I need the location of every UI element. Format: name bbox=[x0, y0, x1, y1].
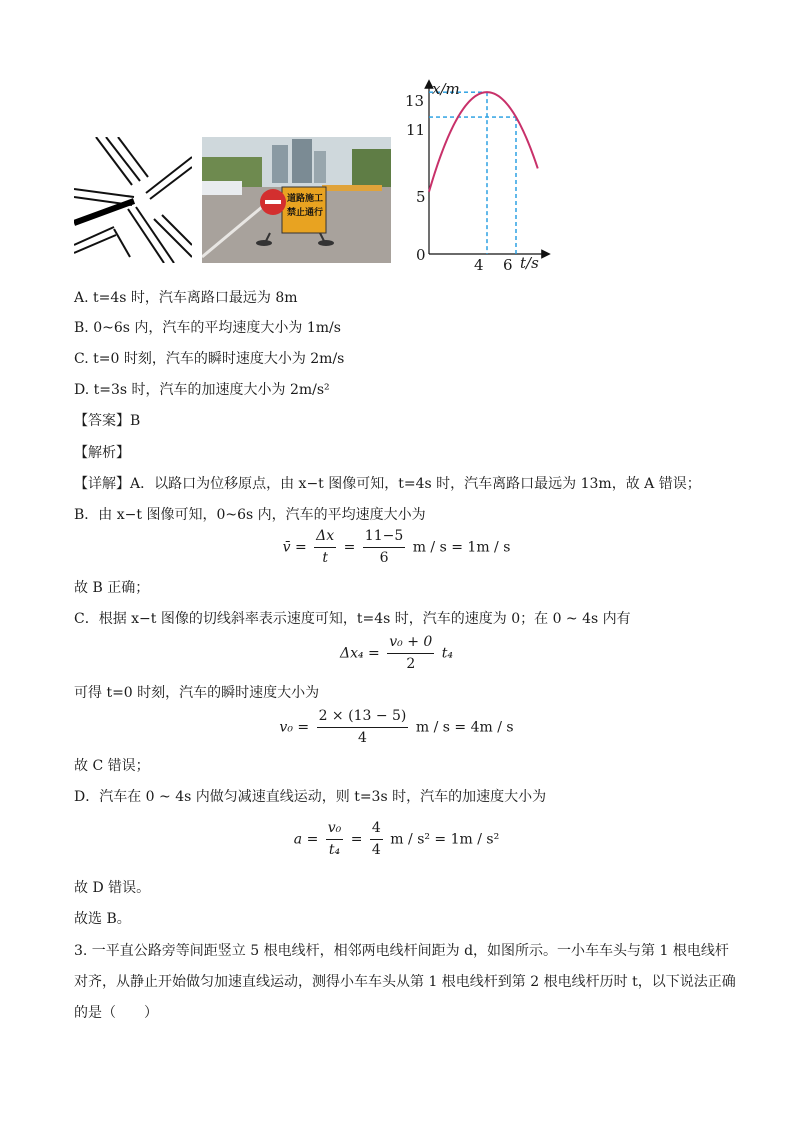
answer-line bbox=[74, 411, 140, 431]
y-axis-label: x/m bbox=[432, 80, 460, 98]
f3-rhs: m / s = 4m / s bbox=[415, 719, 514, 736]
f4-den-2: 4 bbox=[371, 842, 381, 858]
f1-frac-1 bbox=[314, 528, 336, 567]
formula-displacement bbox=[0, 634, 793, 673]
option-b: B. 0~6s 内，汽车的平均速度大小为 1m/s bbox=[74, 320, 341, 336]
detail-label: 【详解】 bbox=[74, 476, 130, 492]
f1-den-2: 6 bbox=[379, 550, 389, 566]
question-3-line-3: 的是（ ） bbox=[74, 1005, 158, 1021]
f1-num-2: 11−5 bbox=[363, 528, 405, 548]
detail-c-conclusion: 故 C 错误； bbox=[74, 758, 150, 774]
f1-rhs: m / s = 1m / s bbox=[412, 539, 511, 556]
f2-frac bbox=[387, 634, 434, 673]
f4-num-1: v₀ bbox=[326, 820, 344, 840]
f3-den: 4 bbox=[358, 730, 367, 746]
f2-den: 2 bbox=[406, 656, 416, 672]
road-map-figure bbox=[74, 137, 192, 263]
x-t-graph bbox=[400, 78, 560, 278]
f2-lhs: Δx₄ = bbox=[339, 645, 380, 662]
formula-average-velocity: v̄ = $\frac{\Delta x}{t}$ = $\frac{11-5}{6}$ m / s = 1m / s bbox=[282, 528, 511, 566]
f4-den-1: t₄ bbox=[328, 842, 341, 858]
x-tick-6: 6 bbox=[503, 256, 513, 274]
option-a: A. t=4s 时，汽车离路口最远为 8m bbox=[74, 290, 298, 306]
f2-num: v₀ + 0 bbox=[387, 634, 434, 654]
answer-value: B bbox=[130, 413, 141, 429]
y-tick-13: 13 bbox=[405, 92, 425, 110]
formula-initial-velocity bbox=[0, 708, 793, 747]
detail-a bbox=[74, 474, 701, 494]
x-axis-label: t/s bbox=[520, 254, 539, 272]
option-d: D. t=3s 时，汽车的加速度大小为 2m/s² bbox=[74, 382, 330, 398]
f4-lhs: a = bbox=[293, 831, 319, 848]
f4-rhs: m / s² = 1m / s² bbox=[390, 831, 500, 848]
road-construction-photo bbox=[202, 137, 391, 263]
f1-den-1: t bbox=[322, 550, 328, 566]
y-tick-0: 0 bbox=[416, 246, 426, 264]
detail-c-mid: 可得 t=0 时刻，汽车的瞬时速度大小为 bbox=[74, 685, 320, 701]
f2-rhs: t₄ bbox=[441, 645, 454, 662]
detail-b: B．由 x−t 图像可知，0~6s 内，汽车的平均速度大小为 bbox=[74, 507, 426, 523]
detail-c: C．根据 x−t 图像的切线斜率表示速度可知，t=4s 时，汽车的速度为 0；在 0 ~ 4s 内有 bbox=[74, 611, 631, 627]
x-tick-4: 4 bbox=[474, 256, 484, 274]
answer-label: 【答案】 bbox=[74, 413, 130, 429]
formula-acceleration: a = $\frac{\text{v₀}}{\text{t₄}}$ = $\frac{4}{4}$ m / s² = 1m / s² bbox=[293, 820, 500, 858]
final-choice: 故选 B。 bbox=[74, 911, 131, 927]
f1-num-1: Δx bbox=[314, 528, 336, 548]
question-3-line-1: 3. 一平直公路旁等间距竖立 5 根电线杆，相邻两电线杆间距为 d，如图所示。一小车车头与第 1 根电线杆 bbox=[74, 943, 729, 959]
detail-a-text: A．以路口为位移原点，由 x−t 图像可知，t=4s 时，汽车离路口最远为 13m，故 A 错误； bbox=[130, 476, 701, 492]
f4-num-2: 4 bbox=[370, 820, 383, 840]
f4-frac-2 bbox=[370, 820, 383, 859]
f3-lhs: v₀ = bbox=[279, 719, 310, 736]
question-3-line-2: 对齐，从静止开始做匀加速直线运动，测得小车车头从第 1 根电线杆到第 2 根电线杆历时 t，以下说法正确 bbox=[74, 974, 736, 990]
detail-d-conclusion: 故 D 错误。 bbox=[74, 880, 151, 896]
x-t-curve bbox=[429, 92, 538, 192]
f1-lhs: v̄ = bbox=[282, 539, 307, 556]
f1-frac-2 bbox=[363, 528, 405, 567]
detail-b-conclusion: 故 B 正确； bbox=[74, 580, 150, 596]
y-tick-11: 11 bbox=[406, 121, 426, 139]
f3-num: 2 × (13 − 5) bbox=[317, 708, 409, 728]
option-c: C. t=0 时刻，汽车的瞬时速度大小为 2m/s bbox=[74, 351, 345, 367]
analysis-label: 【解析】 bbox=[74, 445, 130, 461]
sign-text-line-1: 道路施工 bbox=[286, 194, 323, 204]
detail-d: D．汽车在 0 ~ 4s 内做匀减速直线运动，则 t=3s 时，汽车的加速度大小为 bbox=[74, 789, 547, 805]
f4-frac-1 bbox=[326, 820, 344, 859]
f3-frac bbox=[317, 708, 409, 747]
sign-text-line-2: 禁止通行 bbox=[286, 208, 323, 218]
y-tick-5: 5 bbox=[416, 188, 426, 206]
